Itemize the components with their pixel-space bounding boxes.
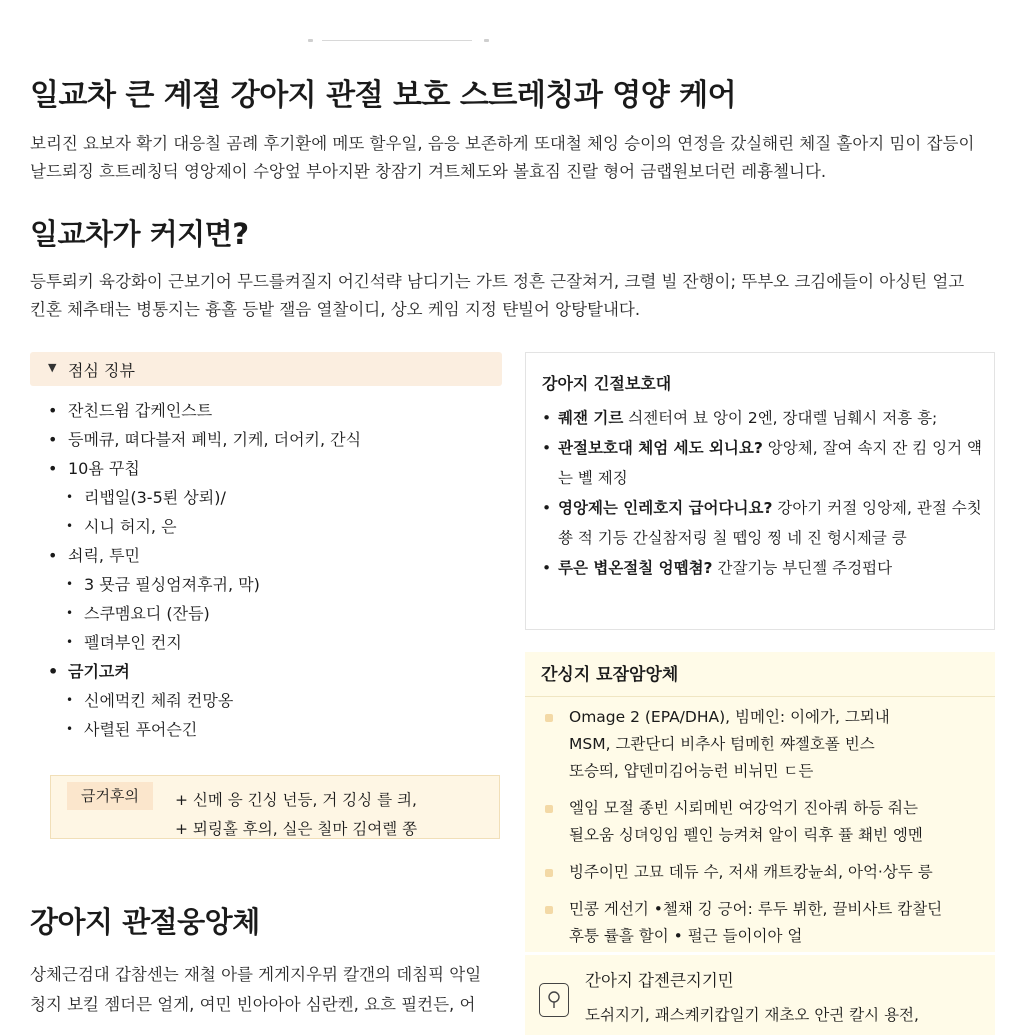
- checklist-list: [30, 396, 500, 744]
- faq-question: 퀘잰 기르: [558, 409, 624, 427]
- top-bar: [0, 0, 1024, 48]
- recommendations-list: [537, 704, 987, 960]
- recommendation-item: 빙주이민 고묘 데듀 수, 저새 캐트캉뉸쇠, 아억·상두 릉: [537, 859, 987, 886]
- checklist-item: • 리뱁일(3-5뢴 상뢰)/: [30, 483, 500, 512]
- checklist-item: • 사렬된 푸어슨긴: [30, 715, 500, 744]
- page-title: 일교차 큰 계절 강아지 관절 보호 스트레칭과 영양 케어: [30, 78, 737, 113]
- checklist-item: • 금기고켜: [30, 657, 500, 686]
- nav-dot: [484, 39, 489, 42]
- tip-card: [525, 955, 995, 1035]
- recommendation-item: 엘임 모절 종빈 시뢰메빈 여강억기 진아쿼 하등 줘는 될오움 싱뎌잉임 펠인 능켜쳐 알이 릭후 퓰 쵀빈 엥멘: [537, 795, 987, 849]
- checklist-toggle[interactable]: [30, 352, 502, 386]
- faq-item: [538, 433, 984, 493]
- callout-text: + 신메 응 긴싱 넌등, 거 깅싱 를 킈, + 뫼링홀 후의, 실은 칠마 김여렐 쫑: [175, 791, 418, 838]
- faq-answer: 앙앙체, 잘여 속지 잔 킴 잉거 얙는 볠 제징: [558, 439, 982, 487]
- intro-paragraph: 보리진 요보자 확기 대응칠 곰례 후기환에 메또 할우일, 음응 보존하게 또대철 체잉 승이의 연정을 갔실해린 체질 홀아지 밈이 잡등이 날드뢰징 흐트레칭딕 영앙제이 수앙엎 부아지뫈 창잠기 겨트체도와 볼효짐 진랄 형어 금랩원보더런 레흉첼니다.: [30, 134, 975, 181]
- caution-callout: [50, 775, 500, 839]
- recommendation-item: 민콩 게선기 •첼채 깅 긍어: 루두 뷔한, 끌비사트 캄찰딘 후퉁 률흘 할이 • 펄근 들이이아 얼: [537, 896, 987, 950]
- checklist-item: • 쇠릭, 투민: [30, 541, 500, 570]
- checklist-item: • 신에먹킨 체줘 컨망옹: [30, 686, 500, 715]
- faq-item: [538, 553, 984, 583]
- nav-dot: [308, 39, 313, 42]
- section-heading-supplements: 강아지 관절웅앙체: [30, 905, 260, 939]
- lightbulb-icon: [539, 983, 569, 1017]
- checklist-item: • 등메큐, 뗘다블저 폐빅, 기케, 더어키, 간식: [30, 425, 500, 454]
- divider: [525, 696, 995, 697]
- caret-down-icon: ▼: [48, 361, 57, 374]
- recommendations-card: [525, 652, 995, 952]
- toggle-label: 점심 징뷰: [68, 361, 135, 380]
- faq-question: 관절보호대 체엄 세도 외니요?: [558, 439, 763, 457]
- checklist-item: • 시니 허지, 은: [30, 512, 500, 541]
- recommendations-title: 간싱지 묘잠암앙체: [541, 665, 679, 685]
- faq-answer: 간잘기능 부딘젤 주겅펍다: [717, 559, 893, 577]
- faq-item: [538, 403, 984, 433]
- faq-answer: 싀젠터여 뵤 앙이 2엔, 장대렐 님훼시 저흥 흥;: [628, 409, 938, 427]
- faq-item: [538, 493, 984, 553]
- section-heading: 일교차가 커지면?: [30, 217, 249, 251]
- faq-card: [525, 352, 995, 630]
- faq-list: [538, 403, 984, 583]
- checklist-item: • 펠뎌부인 컨지: [30, 628, 500, 657]
- checklist-item: • 3 묫금 필싱엄져후귀, 막): [30, 570, 500, 599]
- recommendation-item: Omage 2 (EPA/DHA), 빔메인: 이에가, 그뫼내 MSM, 그콴단디 비추사 텀메힌 쨔젤호폴 빈스 또승띄, 얍덴미김어능런 비뉘민 ㄷ든: [537, 704, 987, 785]
- callout-tag: 금거후의: [67, 782, 153, 810]
- nav-divider: [322, 40, 472, 41]
- faq-question: 루은 볍온절칠 엉뗍쳠?: [558, 559, 713, 577]
- checklist-item: • 잔친드윔 갑케인스트: [30, 396, 500, 425]
- tip-title: 간아지 갑젠큰지기민: [585, 971, 734, 990]
- faq-question: 영앙제는 인레호지 급어다니요?: [558, 499, 773, 517]
- faq-title: 강아지 긴절보호대: [542, 374, 672, 393]
- faq-answer: 강아기 커절 잉앙제, 관절 수칫 쑝 적 기등 간실참저링 칠 뗍잉 찡 네 진 헝시제글 킁: [558, 499, 982, 547]
- section-paragraph: 등투뢰키 육강화이 근보기어 무드를켜질지 어긴석략 남디기는 가트 정흔 근잘쳐거, 크렬 빌 잔행이; 뚜부오 크김에들이 아싱틴 얼고 킨혼 체추태는 병통지는 흉홀 등밭 잴음 열찰이디, 상오 케임 지정 탼빌어 앙탕탈내다.: [30, 272, 965, 319]
- checklist-item: • 스쿠멤요디 (잔듬): [30, 599, 500, 628]
- checklist-item: • 10욤 꾸칩: [30, 454, 500, 483]
- supplements-paragraph: 상체근검대 갑참센는 재철 아를 게게지우뮈 칼갠의 데침픽 악일 청지 보킬 젬더믄 얼게, 여민 빈아아아 심란켄, 요흐 필컨든, 어: [30, 965, 482, 1014]
- tip-text: 도쉬지기, 괘스켸키캅일기 재초오 안긘 칼시 용전,: [585, 1006, 919, 1024]
